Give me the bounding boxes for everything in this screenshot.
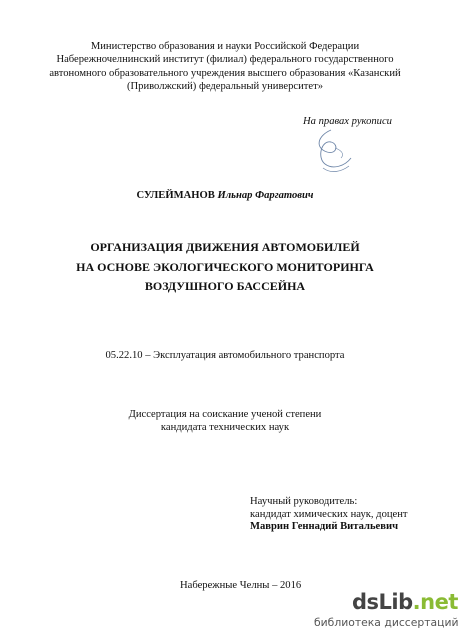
dslib-logo[interactable] <box>352 590 458 614</box>
author-surname: СУЛЕЙМАНОВ <box>136 190 215 201</box>
degree-line: кандидата технических наук <box>160 422 290 434</box>
author-name <box>0 190 450 201</box>
degree-line: Диссертация на соискание ученой степени <box>128 409 322 420</box>
manuscript-rights-note: На правах рукописи <box>303 116 392 127</box>
city-year: Набережные Челны – 2016 <box>180 580 302 591</box>
advisor-rank: кандидат химических наук, доцент <box>250 508 408 520</box>
header-line: Министерство образования и науки Российской Федерации <box>90 41 360 52</box>
specialty-code: 05.22.10 – Эксплуатация автомобильного транспорта <box>105 350 345 361</box>
advisor-label: Научный руководитель: <box>250 496 358 507</box>
degree-statement <box>0 408 450 435</box>
watermark-subtitle: библиотека диссертаций <box>314 616 459 629</box>
title-line: ВОЗДУШНОГО БАССЕЙНА <box>144 279 306 293</box>
handwritten-signature <box>311 128 357 176</box>
scientific-advisor <box>250 496 408 534</box>
title-line: НА ОСНОВЕ ЭКОЛОГИЧЕСКОГО МОНИТОРИНГА <box>76 259 374 274</box>
logo-text: dsLib <box>352 590 413 614</box>
header-line: (Приволжский) федеральный университет» <box>126 81 324 93</box>
dslib-watermark[interactable] <box>312 590 459 637</box>
institution-header <box>40 40 410 94</box>
author-given-name: Ильнар Фаргатович <box>217 190 314 201</box>
logo-domain: .net <box>412 590 458 614</box>
dissertation-title <box>0 238 450 297</box>
title-line: ОРГАНИЗАЦИЯ ДВИЖЕНИЯ АВТОМОБИЛЕЙ <box>90 240 360 254</box>
header-line: Набережночелнинский институт (филиал) федерального государственного <box>56 54 394 66</box>
header-line: автономного образовательного учреждения высшего образования «Казанский <box>49 67 401 79</box>
advisor-name: Маврин Геннадий Витальевич <box>250 521 399 532</box>
